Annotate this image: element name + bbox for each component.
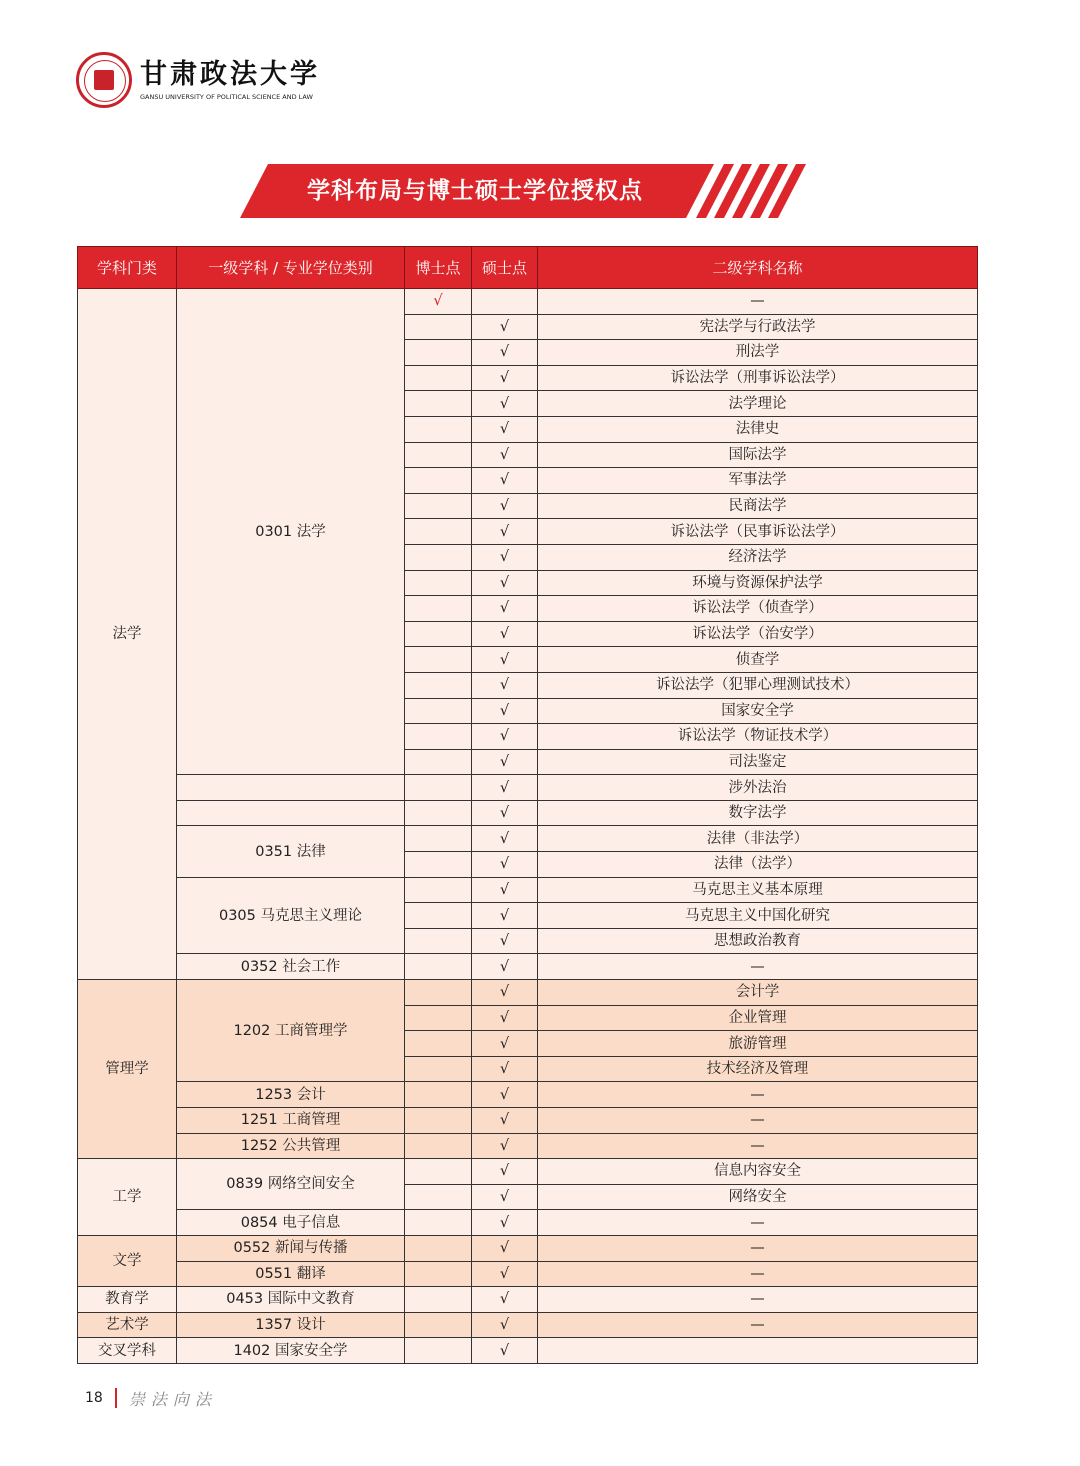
- sub-discipline-cell: 思想政治教育: [538, 928, 978, 954]
- master-cell: √: [472, 852, 538, 878]
- sub-discipline-cell: [538, 1338, 978, 1364]
- phd-cell: [405, 724, 472, 750]
- university-name-cn: 甘肃政法大学: [140, 58, 320, 90]
- phd-cell: [405, 391, 472, 417]
- phd-cell: [405, 1031, 472, 1057]
- phd-cell: [405, 340, 472, 366]
- table-body: [78, 289, 978, 1364]
- phd-cell: [405, 698, 472, 724]
- phd-cell: [405, 493, 472, 519]
- phd-cell: [405, 1235, 472, 1261]
- sub-discipline-cell: 诉讼法学（刑事诉讼法学）: [538, 365, 978, 391]
- phd-cell: [405, 1287, 472, 1313]
- discipline-cell: 1253 会计: [177, 1082, 405, 1108]
- phd-cell: [405, 621, 472, 647]
- table-row: [78, 1210, 978, 1236]
- master-cell: √: [472, 365, 538, 391]
- phd-cell: [405, 1312, 472, 1338]
- category-cell: 管理学: [78, 980, 177, 1159]
- phd-cell: [405, 903, 472, 929]
- discipline-cell: 1202 工商管理学: [177, 980, 405, 1082]
- table-row: [78, 1235, 978, 1261]
- master-cell: √: [472, 1338, 538, 1364]
- phd-cell: [405, 365, 472, 391]
- sub-discipline-cell: 企业管理: [538, 1005, 978, 1031]
- phd-cell: [405, 980, 472, 1006]
- discipline-cell: 1402 国家安全学: [177, 1338, 405, 1364]
- phd-cell: [405, 877, 472, 903]
- sub-discipline-cell: 诉讼法学（犯罪心理测试技术）: [538, 672, 978, 698]
- master-cell: √: [472, 877, 538, 903]
- sub-discipline-cell: 司法鉴定: [538, 749, 978, 775]
- table-row: [78, 826, 978, 852]
- category-cell: 交叉学科: [78, 1338, 177, 1364]
- sub-discipline-cell: 侦查学: [538, 647, 978, 673]
- discipline-cell: 1252 公共管理: [177, 1133, 405, 1159]
- sub-discipline-cell: 技术经济及管理: [538, 1056, 978, 1082]
- phd-cell: [405, 647, 472, 673]
- footer-motto: 崇法向法: [128, 1389, 217, 1409]
- sub-discipline-cell: —: [538, 1235, 978, 1261]
- discipline-cell: 1251 工商管理: [177, 1108, 405, 1134]
- master-cell: [472, 289, 538, 315]
- page-number: 18: [85, 1390, 103, 1406]
- discipline-cell: 1357 设计: [177, 1312, 405, 1338]
- header-sub-discipline: 二级学科名称: [538, 247, 978, 289]
- sub-discipline-cell: 法律（非法学）: [538, 826, 978, 852]
- discipline-cell: 0351 法律: [177, 826, 405, 877]
- header-category: 学科门类: [78, 247, 177, 289]
- phd-cell: [405, 468, 472, 494]
- phd-cell: [405, 928, 472, 954]
- university-emblem-icon: [76, 52, 132, 108]
- sub-discipline-cell: —: [538, 954, 978, 980]
- table-row: [78, 980, 978, 1006]
- master-cell: √: [472, 621, 538, 647]
- category-cell: 教育学: [78, 1287, 177, 1313]
- master-cell: √: [472, 519, 538, 545]
- table-row: [78, 775, 978, 801]
- sub-discipline-cell: 马克思主义中国化研究: [538, 903, 978, 929]
- discipline-cell: [177, 800, 405, 826]
- master-cell: √: [472, 1184, 538, 1210]
- table-row: [78, 1159, 978, 1185]
- master-cell: √: [472, 826, 538, 852]
- master-cell: √: [472, 954, 538, 980]
- sub-discipline-cell: 法学理论: [538, 391, 978, 417]
- category-cell: 工学: [78, 1159, 177, 1236]
- master-cell: √: [472, 391, 538, 417]
- header-discipline: 一级学科 / 专业学位类别: [177, 247, 405, 289]
- sub-discipline-cell: 环境与资源保护法学: [538, 570, 978, 596]
- sub-discipline-cell: 国家安全学: [538, 698, 978, 724]
- table-row: [78, 800, 978, 826]
- section-title: 学科布局与博士硕士学位授权点: [307, 178, 643, 204]
- master-cell: √: [472, 1159, 538, 1185]
- phd-cell: [405, 749, 472, 775]
- phd-cell: [405, 852, 472, 878]
- table-row: [78, 289, 978, 315]
- table-row: [78, 1261, 978, 1287]
- phd-cell: [405, 570, 472, 596]
- master-cell: √: [472, 647, 538, 673]
- table-row: [78, 1082, 978, 1108]
- table-row: [78, 1108, 978, 1134]
- discipline-cell: 0305 马克思主义理论: [177, 877, 405, 954]
- master-cell: √: [472, 903, 538, 929]
- sub-discipline-cell: 经济法学: [538, 544, 978, 570]
- footer-divider: [115, 1388, 117, 1408]
- sub-discipline-cell: 法律（法学）: [538, 852, 978, 878]
- discipline-cell: 0552 新闻与传播: [177, 1235, 405, 1261]
- discipline-cell: 0854 电子信息: [177, 1210, 405, 1236]
- sub-discipline-cell: —: [538, 1287, 978, 1313]
- category-cell: 文学: [78, 1235, 177, 1286]
- master-cell: √: [472, 1031, 538, 1057]
- degree-authorization-table: [77, 246, 978, 1364]
- phd-cell: [405, 544, 472, 570]
- sub-discipline-cell: 马克思主义基本原理: [538, 877, 978, 903]
- phd-cell: [405, 672, 472, 698]
- table-row: [78, 1133, 978, 1159]
- discipline-cell: 0352 社会工作: [177, 954, 405, 980]
- master-cell: √: [472, 416, 538, 442]
- master-cell: √: [472, 493, 538, 519]
- discipline-cell: [177, 775, 405, 801]
- university-name-en: GANSU UNIVERSITY OF POLITICAL SCIENCE AND LAW: [140, 92, 313, 101]
- table-header-row: [78, 247, 978, 289]
- phd-cell: [405, 1133, 472, 1159]
- phd-cell: [405, 1056, 472, 1082]
- master-cell: √: [472, 1210, 538, 1236]
- phd-cell: [405, 1210, 472, 1236]
- table-row: [78, 1338, 978, 1364]
- university-logo: [76, 50, 320, 110]
- master-cell: √: [472, 596, 538, 622]
- discipline-cell: 0301 法学: [177, 289, 405, 775]
- master-cell: √: [472, 570, 538, 596]
- sub-discipline-cell: 刑法学: [538, 340, 978, 366]
- phd-cell: [405, 826, 472, 852]
- sub-discipline-cell: 宪法学与行政法学: [538, 314, 978, 340]
- master-cell: √: [472, 1261, 538, 1287]
- header-master: 硕士点: [472, 247, 538, 289]
- section-banner: [240, 164, 808, 218]
- master-cell: √: [472, 1082, 538, 1108]
- master-cell: √: [472, 672, 538, 698]
- page-footer: [85, 1384, 217, 1412]
- sub-discipline-cell: 诉讼法学（治安学）: [538, 621, 978, 647]
- table-row: [78, 877, 978, 903]
- master-cell: √: [472, 980, 538, 1006]
- master-cell: √: [472, 1312, 538, 1338]
- sub-discipline-cell: 数字法学: [538, 800, 978, 826]
- discipline-cell: 0453 国际中文教育: [177, 1287, 405, 1313]
- sub-discipline-cell: 会计学: [538, 980, 978, 1006]
- category-cell: 艺术学: [78, 1312, 177, 1338]
- sub-discipline-cell: —: [538, 289, 978, 315]
- master-cell: √: [472, 1133, 538, 1159]
- phd-cell: [405, 519, 472, 545]
- phd-cell: [405, 314, 472, 340]
- master-cell: √: [472, 314, 538, 340]
- master-cell: √: [472, 775, 538, 801]
- phd-cell: [405, 775, 472, 801]
- master-cell: √: [472, 1005, 538, 1031]
- phd-cell: [405, 416, 472, 442]
- master-cell: √: [472, 1235, 538, 1261]
- master-cell: √: [472, 698, 538, 724]
- master-cell: √: [472, 1108, 538, 1134]
- sub-discipline-cell: —: [538, 1312, 978, 1338]
- sub-discipline-cell: 旅游管理: [538, 1031, 978, 1057]
- phd-cell: [405, 442, 472, 468]
- phd-cell: [405, 1005, 472, 1031]
- master-cell: √: [472, 1056, 538, 1082]
- phd-cell: [405, 1108, 472, 1134]
- sub-discipline-cell: 信息内容安全: [538, 1159, 978, 1185]
- sub-discipline-cell: 诉讼法学（侦查学）: [538, 596, 978, 622]
- master-cell: √: [472, 468, 538, 494]
- sub-discipline-cell: 涉外法治: [538, 775, 978, 801]
- sub-discipline-cell: 诉讼法学（物证技术学）: [538, 724, 978, 750]
- master-cell: √: [472, 749, 538, 775]
- sub-discipline-cell: —: [538, 1082, 978, 1108]
- discipline-cell: 0551 翻译: [177, 1261, 405, 1287]
- phd-cell: [405, 596, 472, 622]
- master-cell: √: [472, 442, 538, 468]
- master-cell: √: [472, 724, 538, 750]
- table-row: [78, 1312, 978, 1338]
- header-phd: 博士点: [405, 247, 472, 289]
- sub-discipline-cell: 诉讼法学（民事诉讼法学）: [538, 519, 978, 545]
- master-cell: √: [472, 928, 538, 954]
- phd-cell: [405, 1082, 472, 1108]
- phd-cell: √: [405, 289, 472, 315]
- sub-discipline-cell: —: [538, 1108, 978, 1134]
- phd-cell: [405, 954, 472, 980]
- sub-discipline-cell: 民商法学: [538, 493, 978, 519]
- phd-cell: [405, 1184, 472, 1210]
- master-cell: √: [472, 340, 538, 366]
- sub-discipline-cell: —: [538, 1210, 978, 1236]
- category-cell: 法学: [78, 289, 177, 980]
- phd-cell: [405, 1261, 472, 1287]
- master-cell: √: [472, 800, 538, 826]
- master-cell: √: [472, 1287, 538, 1313]
- master-cell: √: [472, 544, 538, 570]
- sub-discipline-cell: 军事法学: [538, 468, 978, 494]
- sub-discipline-cell: —: [538, 1133, 978, 1159]
- phd-cell: [405, 800, 472, 826]
- phd-cell: [405, 1338, 472, 1364]
- table-row: [78, 954, 978, 980]
- sub-discipline-cell: —: [538, 1261, 978, 1287]
- sub-discipline-cell: 网络安全: [538, 1184, 978, 1210]
- phd-cell: [405, 1159, 472, 1185]
- table-row: [78, 1287, 978, 1313]
- sub-discipline-cell: 法律史: [538, 416, 978, 442]
- discipline-cell: 0839 网络空间安全: [177, 1159, 405, 1210]
- sub-discipline-cell: 国际法学: [538, 442, 978, 468]
